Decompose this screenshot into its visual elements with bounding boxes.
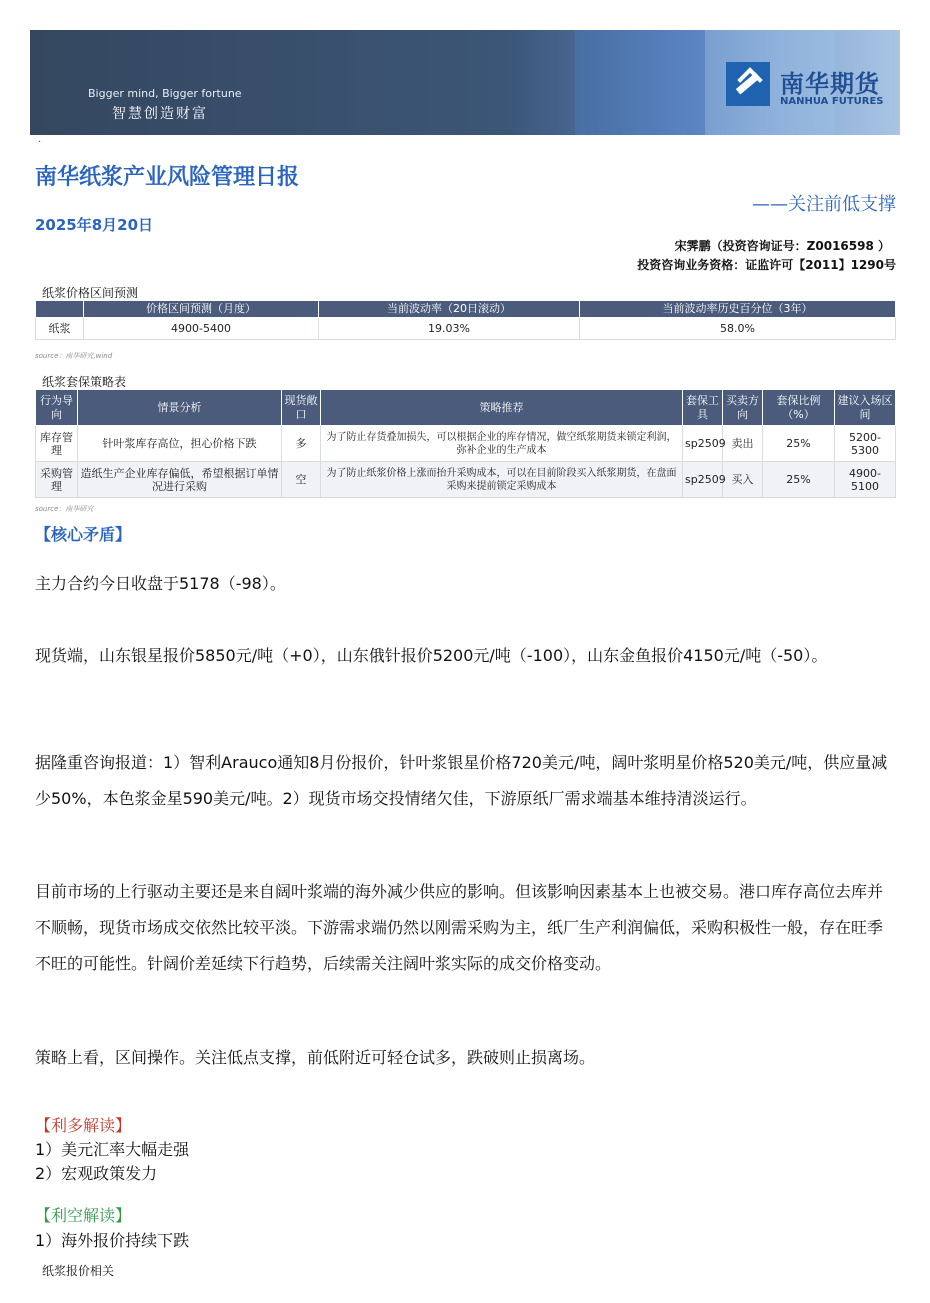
report-title: 南华纸浆产业风险管理日报: [35, 165, 300, 190]
table-header-cell: 情景分析: [78, 390, 282, 426]
price-table-source: source：南华研究,wind: [35, 352, 113, 360]
table-header-cell: 现货敞口: [282, 390, 321, 426]
core-paragraph-1: 主力合约今日收盘于5178（-98）。: [35, 574, 286, 593]
report-subtitle: ——关注前低支撑: [752, 194, 896, 215]
slogan-english: Bigger mind, Bigger fortune: [88, 87, 242, 100]
hedge-table-source: source：南华研究: [35, 505, 94, 513]
table-cell: 库存管理: [36, 426, 78, 462]
author-line: 宋霁鹏（投资咨询证号：Z0016598 ）: [674, 239, 890, 253]
table-cell: 为了防止纸浆价格上涨而抬升采购成本，可以在目前阶段买入纸浆期货，在盘面采购来提前锁定采购成本: [321, 462, 683, 498]
table-cell: 采购管理: [36, 462, 78, 498]
bearish-heading: 【利空解读】: [35, 1206, 132, 1225]
table-row: [36, 426, 896, 462]
banner-panel: [575, 30, 705, 135]
table-cell: 纸浆: [36, 318, 84, 340]
logo-mark-icon: [726, 62, 770, 106]
hedge-strategy-table: [35, 389, 896, 498]
price-range-table: [35, 300, 896, 340]
core-heading: 【核心矛盾】: [35, 525, 132, 544]
table-cell: sp2509: [683, 426, 723, 462]
table-header-cell: 买卖方向: [723, 390, 763, 426]
logo-name-english: NANHUA FUTURES: [780, 96, 884, 107]
table-header-cell: 当前波动率历史百分位（3年）: [580, 301, 896, 318]
price-table-label: 纸浆价格区间预测: [42, 286, 139, 300]
table-cell: 造纸生产企业库存偏低，希望根据订单情况进行采购: [78, 462, 282, 498]
license-line: 投资咨询业务资格：证监许可【2011】1290号: [637, 258, 896, 272]
table-cell: 19.03%: [319, 318, 580, 340]
table-cell: 买入: [723, 462, 763, 498]
table-header-row: [36, 390, 896, 426]
hedge-table-label: 纸浆套保策略表: [42, 375, 127, 389]
bullish-item: 1）美元汇率大幅走强: [35, 1140, 190, 1159]
table-header-cell: 价格区间预测（月度）: [84, 301, 319, 318]
table-cell: 25%: [763, 462, 835, 498]
header-banner: [30, 30, 900, 135]
table-header-cell: 行为导向: [36, 390, 78, 426]
table-row: [36, 462, 896, 498]
table-header-cell: 套保工具: [683, 390, 723, 426]
table-header-cell: 建议入场区间: [835, 390, 896, 426]
core-paragraph-4: 目前市场的上行驱动主要还是来自阔叶浆端的海外减少供应的影响。但该影响因素基本上也被交易。港口库存高位去库并不顺畅，现货市场成交依然比较平淡。下游需求端仍然以刚需采购为主，纸厂生产利润偏低，采购积极性一般，存在旺季不旺的可能性。针阔价差延续下行趋势，后续需关注阔叶浆实际的成交价格变动。: [35, 882, 884, 973]
core-paragraph-5: 策略上看，区间操作。关注低点支撑，前低附近可轻仓试多，跌破则止损离场。: [35, 1048, 596, 1067]
table-cell: 空: [282, 462, 321, 498]
footer-section-label: 纸浆报价相关: [42, 1264, 115, 1278]
table-cell: 58.0%: [580, 318, 896, 340]
table-cell: 为了防止存货叠加损失，可以根据企业的库存情况，做空纸浆期货来锁定利润，弥补企业的生产成本: [321, 426, 683, 462]
table-header-cell: 策略推荐: [321, 390, 683, 426]
table-header-row: [36, 301, 896, 318]
table-cell: 25%: [763, 426, 835, 462]
core-paragraph-3: 据隆重咨询报道：1）智利Arauco通知8月份报价，针叶浆银星价格720美元/吨，阔叶浆明星价格520美元/吨，供应量减少50%，本色浆金星590美元/吨。2）现货市场交投情绪欠佳，下游原纸厂需求端基本维持清淡运行。: [35, 753, 888, 808]
table-header-cell: [36, 301, 84, 318]
bullet-dot: ·: [38, 137, 42, 148]
company-logo: [726, 60, 896, 110]
slogan-chinese: 智慧创造财富: [112, 106, 208, 122]
table-cell: 针叶浆库存高位，担心价格下跌: [78, 426, 282, 462]
table-cell: 5200-5300: [835, 426, 896, 462]
table-header-cell: 当前波动率（20日滚动）: [319, 301, 580, 318]
logo-name-chinese: 南华期货: [780, 70, 880, 98]
table-cell: 多: [282, 426, 321, 462]
table-cell: 卖出: [723, 426, 763, 462]
table-cell: sp2509: [683, 462, 723, 498]
bullish-heading: 【利多解读】: [35, 1116, 132, 1135]
table-cell: 4900-5400: [84, 318, 319, 340]
bearish-item: 1）海外报价持续下跌: [35, 1231, 190, 1250]
bullish-item: 2）宏观政策发力: [35, 1164, 158, 1183]
table-row: [36, 318, 896, 340]
report-date: 2025年8月20日: [35, 216, 154, 234]
table-header-cell: 套保比例（%）: [763, 390, 835, 426]
table-cell: 4900-5100: [835, 462, 896, 498]
core-paragraph-2: 现货端，山东银星报价5850元/吨（+0），山东俄针报价5200元/吨（-100），山东金鱼报价4150元/吨（-50）。: [35, 646, 828, 665]
